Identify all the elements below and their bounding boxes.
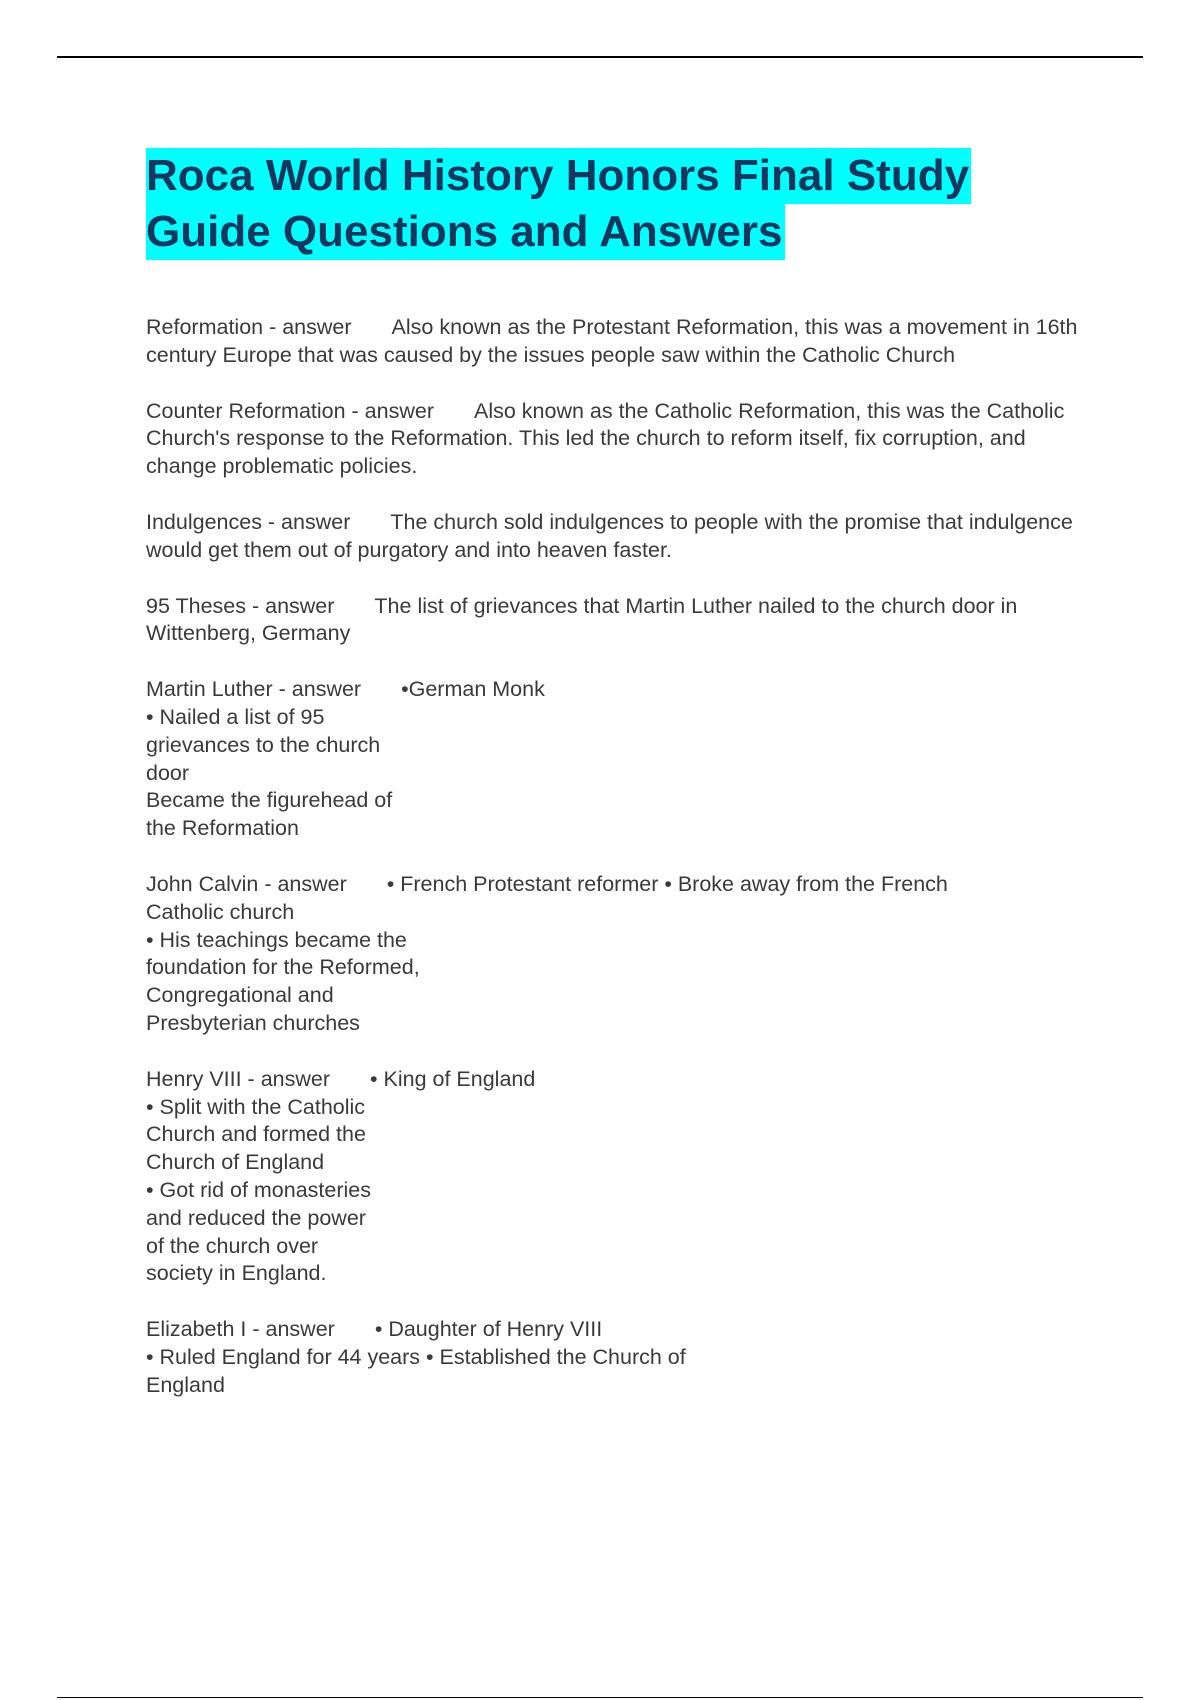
entry-answer-line: Became the figurehead of (146, 788, 393, 813)
entry-answer-first: •German Monk (401, 677, 545, 702)
entry-answer-line: of the church over (146, 1233, 319, 1258)
entry-answer-line: Church and formed the (146, 1122, 366, 1147)
entry-term: 95 Theses - answer (146, 593, 335, 618)
qa-list (146, 314, 1086, 1400)
entry-answer-first: • King of England (370, 1066, 536, 1091)
entry-answer-line: Presbyterian churches (146, 1010, 360, 1035)
document-content (146, 148, 1086, 1428)
entry-answer-line: • His teachings became the (146, 927, 407, 952)
qa-entry-martin-luther (146, 676, 1086, 843)
entry-term: Henry VIII - answer (146, 1066, 330, 1091)
bottom-rule (57, 1697, 1143, 1698)
qa-entry-henry-viii (146, 1066, 1086, 1288)
entry-term: Reformation - answer (146, 315, 352, 339)
entry-answer-first: • French Protestant reformer • Broke away from the French (386, 871, 948, 896)
qa-entry-reformation (146, 314, 1086, 370)
qa-entry-counter-reformation (146, 398, 1086, 481)
entry-answer-line: England (146, 1372, 225, 1397)
entry-term: Martin Luther - answer (146, 677, 362, 702)
entry-answer: Also known as the Protestant Reformation, this was a movement in 16th century Europe that was caused by the issues people saw within the Catholic Church (146, 315, 1078, 367)
top-rule (57, 56, 1143, 58)
entry-answer-line: and reduced the power (146, 1205, 366, 1230)
entry-answer-line: society in England. (146, 1261, 327, 1286)
entry-answer-line: grievances to the church (146, 732, 381, 757)
entry-answer-line: door (146, 760, 190, 785)
entry-term: Elizabeth I - answer (146, 1317, 335, 1342)
entry-answer-line: • Got rid of monasteries (146, 1177, 372, 1202)
entry-answer: The church sold indulgences to people with the promise that indulgence would get them out of purgatory and into heaven faster. (146, 509, 1073, 562)
qa-entry-elizabeth-i (146, 1316, 1086, 1399)
entry-answer-line: • Nailed a list of 95 (146, 704, 325, 729)
title-line-2: Guide Questions and Answers (146, 204, 785, 260)
entry-term: Counter Reformation - answer (146, 398, 434, 423)
qa-entry-95-theses (146, 593, 1086, 649)
entry-answer: Also known as the Catholic Reformation, this was the Catholic Church's response to the Reformation. This led the church to reform itself, fix corruption, and change problematic policies. (146, 398, 1065, 479)
qa-entry-indulgences (146, 509, 1086, 565)
entry-answer-line: foundation for the Reformed, (146, 955, 420, 980)
entry-answer-line: Congregational and (146, 983, 334, 1008)
entry-answer-line: • Ruled England for 44 years • Established the Church of (146, 1344, 686, 1369)
entry-answer-line: • Split with the Catholic (146, 1094, 366, 1119)
entry-answer-line: Church of England (146, 1150, 325, 1175)
entry-answer-line: Catholic church (146, 899, 295, 924)
page-title (146, 148, 1086, 260)
entry-answer-line: the Reformation (146, 816, 299, 841)
qa-entry-john-calvin (146, 871, 1086, 1038)
title-line-1: Roca World History Honors Final Study (146, 148, 971, 204)
entry-answer-first: • Daughter of Henry VIII (374, 1317, 603, 1342)
entry-answer: The list of grievances that Martin Luther nailed to the church door in Wittenberg, Germany (146, 593, 1018, 646)
entry-term: Indulgences - answer (146, 509, 351, 534)
entry-term: John Calvin - answer (146, 871, 347, 896)
